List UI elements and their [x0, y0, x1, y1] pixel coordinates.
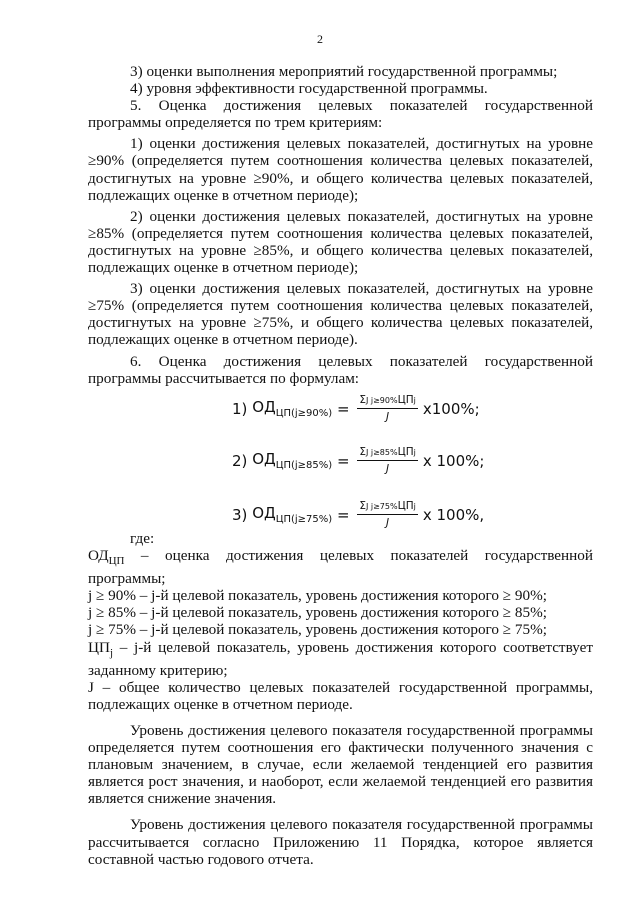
list-item: 3) оценки выполнения мероприятий государственной программы;	[130, 63, 558, 80]
formula-lhs: $ОД_{ЦП(j\ge 90\%)}$	[252, 398, 333, 419]
formula-number: 3)	[232, 505, 248, 524]
list-item: 4) уровня эффективности государственной программы.	[130, 80, 488, 98]
formula-tail: х 100%;	[422, 451, 485, 470]
formula-fraction: $\frac{\text{ΣJ j≥90\%ЦПj}}{J}$	[359, 394, 416, 423]
formula-tail: х 100%,	[422, 505, 485, 524]
where-label: где:	[130, 530, 155, 547]
definition-j75: j ≥ 75% – j-й целевой показатель, уровень достижения которого ≥ 75%;	[88, 621, 547, 639]
formula-number: 2)	[232, 451, 248, 470]
body-upper	[88, 63, 593, 387]
closing-paragraph-2: Уровень достижения целевого показателя государственной программы рассчитывается согласно Приложению 11 Порядка, которое является составной частью годового отчета.	[88, 816, 593, 868]
paragraph-5: 5. Оценка достижения целевых показателей государственной программы определяется по трем критериям:	[88, 97, 593, 132]
paragraph-6: 6. Оценка достижения целевых показателей государственной программы рассчитывается по формулам:	[88, 352, 593, 387]
formula-3: 3) $ОД_{ЦП(j\ge 75\%)}$ = $\frac{\text{ΣJ j≥75\%ЦПj}}{J}$ х 100%,	[232, 500, 485, 529]
formula-tail: х100%;	[422, 399, 480, 418]
formula-fraction: $\frac{\text{ΣJ j≥75\%ЦПj}}{J}$	[359, 500, 416, 529]
definition-cp: $ЦП_j - j-й$ целевой показатель, уровень достижения которого соответствует заданному критерию;	[88, 638, 593, 679]
body-lower	[88, 530, 593, 868]
criterion-1: 1) оценки достижения целевых показателей, достигнутых на уровне ≥90% (определяется путем соотношения количества целевых показателей, достигнутых на уровне ≥90%, и общего количества целевых показателей, подлежащих оценке в отчетном периоде);	[88, 135, 593, 204]
definition-j90: j ≥ 90% – j-й целевой показатель, уровень достижения которого ≥ 90%;	[88, 587, 547, 605]
definition-od: $ОД_{ЦП}$ – оценка достижения целевых показателей государственной программы;	[88, 547, 593, 588]
formula-1: 1) $ОД_{ЦП(j\ge 90\%)}$ = $\frac{\text{ΣJ j≥90\%ЦПj}}{J}$ х100%;	[232, 394, 480, 423]
definition-J: J – общее количество целевых показателей государственной программы, подлежащих оценке в отчетном периоде.	[88, 678, 593, 713]
formula-number: 1)	[232, 399, 248, 418]
criterion-3: 3) оценки достижения целевых показателей, достигнутых на уровне ≥75% (определяется путем соотношения количества целевых показателей, достигнутых на уровне ≥75%, и общего количества целевых показателей, подлежащих оценке в отчетном периоде).	[88, 280, 593, 349]
formula-lhs: $ОД_{ЦП(j\ge 85\%)}$	[252, 450, 333, 471]
formula-fraction: $\frac{\text{ΣJ j≥85\%ЦПj}}{J}$	[359, 446, 416, 475]
closing-paragraph-1: Уровень достижения целевого показателя государственной программы определяется путем соотношения его фактически полученного значения с плановым значением, в случае, если желаемой тенденцией его развития является рост значения, и наоборот, если желаемой тенденцией его развития является снижение значения.	[88, 721, 593, 808]
criterion-2: 2) оценки достижения целевых показателей, достигнутых на уровне ≥85% (определяется путем соотношения количества целевых показателей, достигнутых на уровне ≥85%, и общего количества целевых показателей, подлежащих оценке в отчетном периоде);	[88, 207, 593, 277]
definition-j85: j ≥ 85% – j-й целевой показатель, уровень достижения которого ≥ 85%;	[88, 604, 547, 622]
formula-2: 2) $ОД_{ЦП(j\ge 85\%)}$ = $\frac{\text{ΣJ j≥85\%ЦПj}}{J}$ х 100%;	[232, 446, 485, 475]
formula-lhs: $ОД_{ЦП(j\ge 75\%)}$	[252, 504, 333, 525]
page-number: 2	[317, 32, 323, 46]
